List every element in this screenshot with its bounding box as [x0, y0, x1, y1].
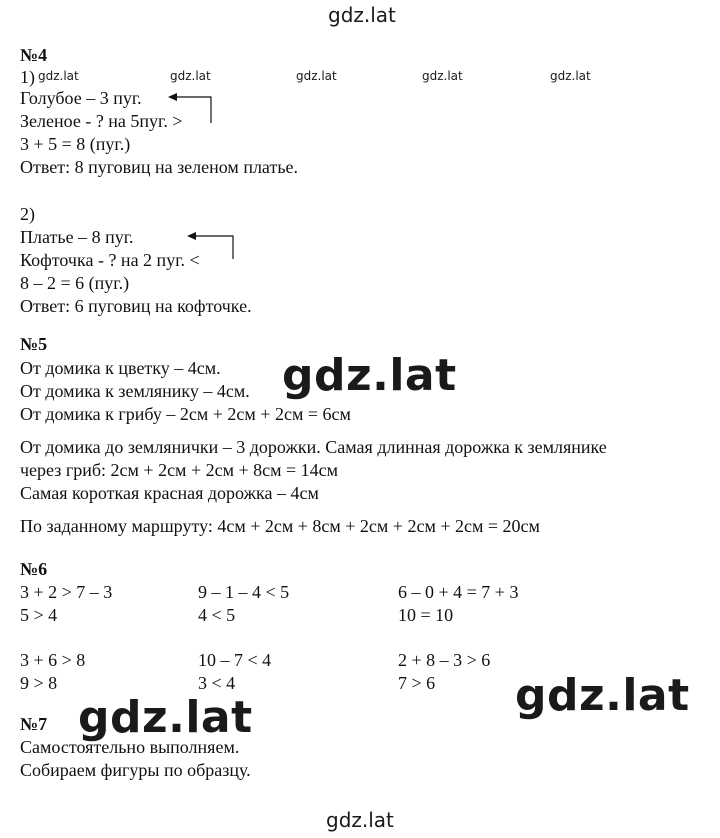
task4-part2-line-4: Ответ: 6 пуговиц на кофточке.: [20, 296, 252, 316]
task6-heading: №6: [20, 559, 48, 579]
watermark-big-1: gdz.lat: [282, 350, 457, 401]
task6-cell: 3 + 2 > 7 – 3: [20, 582, 113, 602]
watermark-top: gdz.lat: [328, 3, 396, 27]
task5-line-3: От домика к грибу – 2см + 2см + 2см = 6см: [20, 404, 351, 424]
arrow-head-part1: [168, 93, 177, 101]
task4-part2-line-1: Платье – 8 пуг.: [20, 227, 134, 247]
task6-cell: 4 < 5: [198, 605, 236, 625]
task7-line-1: Самостоятельно выполняем.: [20, 737, 240, 757]
task5-paragraph-line-3: Самая короткая красная дорожка – 4см: [20, 483, 319, 503]
arrow-path-part1: [176, 97, 211, 123]
task6-cell: 9 – 1 – 4 < 5: [198, 582, 290, 602]
task4-part1-line-2: Зеленое - ? на 5пуг. >: [20, 111, 183, 131]
watermark-small-4: gdz.lat: [422, 69, 463, 83]
task5-line-2: От домика к землянику – 4см.: [20, 381, 250, 401]
watermark-small-1: gdz.lat: [38, 69, 79, 83]
task6-cell: 2 + 8 – 3 > 6: [398, 650, 491, 670]
watermark-small-2: gdz.lat: [170, 69, 211, 83]
task6-cell: 3 < 4: [198, 673, 236, 693]
task5-paragraph-line-2: через гриб: 2см + 2см + 2см + 8см = 14см: [20, 460, 339, 480]
task6-cell: 6 – 0 + 4 = 7 + 3: [398, 582, 519, 602]
task4-part2-label: 2): [20, 204, 35, 224]
task6-cell: 5 > 4: [20, 605, 58, 625]
task4-part1-line-4: Ответ: 8 пуговиц на зеленом платье.: [20, 157, 299, 177]
task4-part1-line-1: Голубое – 3 пуг.: [20, 88, 142, 108]
watermark-small-5: gdz.lat: [550, 69, 591, 83]
task6-cell: 10 = 10: [398, 605, 454, 625]
arrow-path-part2: [195, 236, 233, 259]
task6-cell: 9 > 8: [20, 673, 58, 693]
watermark-big-2: gdz.lat: [515, 670, 690, 721]
task4-part1-label: 1): [20, 67, 35, 87]
task5-line-1: От домика к цветку – 4см.: [20, 358, 221, 378]
task6-cell: 7 > 6: [398, 673, 436, 693]
watermark-small-3: gdz.lat: [296, 69, 337, 83]
task7-heading: №7: [20, 714, 48, 734]
task6-cell: 3 + 6 > 8: [20, 650, 86, 670]
task5-paragraph-line-1: От домика до землянички – 3 дорожки. Самая длинная дорожка к землянике: [20, 437, 607, 457]
watermark-big-3: gdz.lat: [78, 692, 253, 743]
task4-part2-line-2: Кофточка - ? на 2 пуг. <: [20, 250, 200, 270]
task6-cell: 10 – 7 < 4: [198, 650, 272, 670]
watermark-bottom: gdz.lat: [326, 808, 394, 832]
arrow-head-part2: [187, 232, 196, 240]
task4-part1-line-3: 3 + 5 = 8 (пуг.): [20, 134, 131, 154]
task4-part2-line-3: 8 – 2 = 6 (пуг.): [20, 273, 130, 293]
task5-heading: №5: [20, 334, 48, 354]
task5-route: По заданному маршруту: 4см + 2см + 8см + 2см + 2см + 2см = 20см: [20, 516, 540, 536]
task4-heading: №4: [20, 45, 48, 65]
task7-line-2: Собираем фигуры по образцу.: [20, 760, 251, 780]
